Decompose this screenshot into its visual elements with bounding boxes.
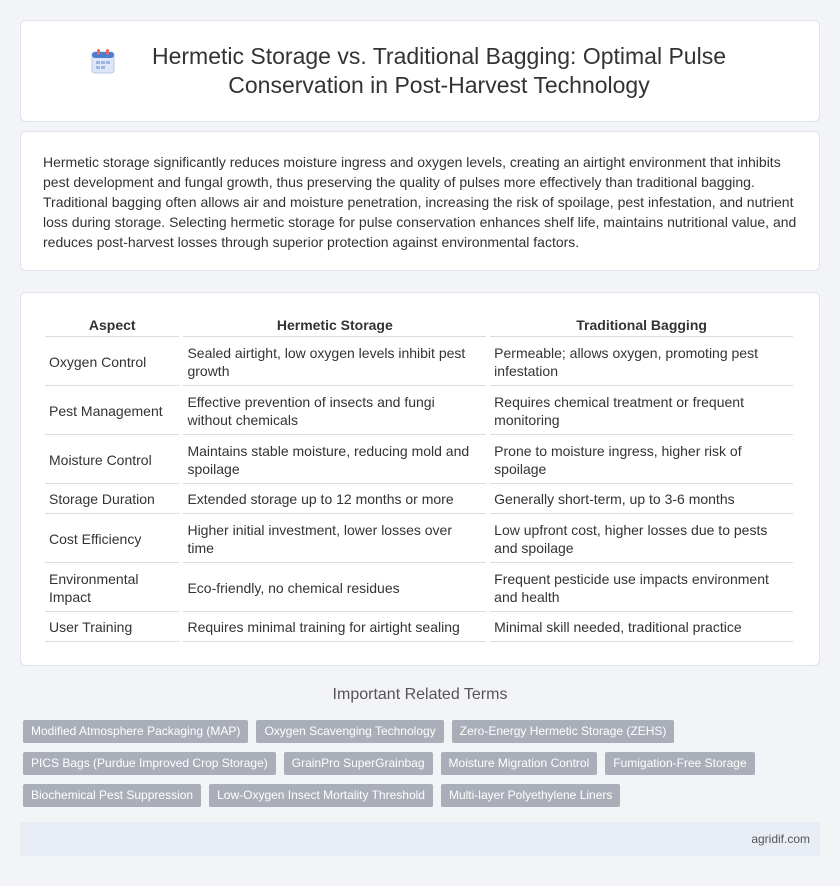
traditional-cell: Minimal skill needed, traditional practice (490, 612, 793, 642)
tag-modified-atmosphere-packaging[interactable]: Modified Atmosphere Packaging (MAP) (23, 720, 248, 743)
intro-card (20, 131, 820, 271)
header-traditional: Traditional Bagging (490, 313, 793, 337)
aspect-cell: Moisture Control (45, 435, 179, 484)
title-wrap (91, 42, 749, 100)
aspect-cell: Environmental Impact (45, 563, 179, 612)
table-row (45, 337, 793, 386)
aspect-cell: User Training (45, 612, 179, 642)
calendar-icon (91, 48, 115, 74)
hermetic-cell: Higher initial investment, lower losses over time (183, 514, 486, 563)
tag-fumigation-free-storage[interactable]: Fumigation-Free Storage (605, 752, 754, 775)
comparison-card (20, 292, 820, 666)
tag-oxygen-scavenging-technology[interactable]: Oxygen Scavenging Technology (256, 720, 443, 743)
hermetic-cell: Maintains stable moisture, reducing mold and spoilage (183, 435, 486, 484)
hermetic-cell: Effective prevention of insects and fungi without chemicals (183, 386, 486, 435)
traditional-cell: Generally short-term, up to 3-6 months (490, 484, 793, 514)
tag-multi-layer-polyethylene-liners[interactable]: Multi-layer Polyethylene Liners (441, 784, 620, 807)
table-row (45, 514, 793, 563)
aspect-cell: Storage Duration (45, 484, 179, 514)
title-card (20, 20, 820, 122)
table-row (45, 435, 793, 484)
hermetic-cell: Requires minimal training for airtight sealing (183, 612, 486, 642)
related-terms-tags (23, 720, 823, 816)
aspect-cell: Oxygen Control (45, 337, 179, 386)
table-row (45, 484, 793, 514)
comparison-table (41, 313, 797, 642)
header-hermetic: Hermetic Storage (183, 313, 486, 337)
page-title: Hermetic Storage vs. Traditional Bagging: Optimal Pulse Conservation in Post-Harvest Technology (152, 43, 726, 98)
tag-row (23, 784, 823, 807)
traditional-cell: Prone to moisture ingress, higher risk of spoilage (490, 435, 793, 484)
traditional-cell: Low upfront cost, higher losses due to pests and spoilage (490, 514, 793, 563)
related-terms-heading: Important Related Terms (332, 686, 508, 703)
footer-site-link[interactable]: agridif.com (751, 832, 810, 846)
table-row (45, 386, 793, 435)
hermetic-cell: Sealed airtight, low oxygen levels inhibit pest growth (183, 337, 486, 386)
tag-zero-energy-hermetic-storage[interactable]: Zero-Energy Hermetic Storage (ZEHS) (452, 720, 675, 743)
aspect-cell: Pest Management (45, 386, 179, 435)
header-aspect: Aspect (45, 313, 179, 337)
footer (20, 822, 820, 856)
table-row (45, 612, 793, 642)
tag-pics-bags[interactable]: PICS Bags (Purdue Improved Crop Storage) (23, 752, 276, 775)
traditional-cell: Permeable; allows oxygen, promoting pest infestation (490, 337, 793, 386)
hermetic-cell: Eco-friendly, no chemical residues (183, 563, 486, 612)
tag-row (23, 720, 823, 743)
intro-paragraph: Hermetic storage significantly reduces moisture ingress and oxygen levels, creating an airtight environment that inhibits pest development and fungal growth, thus preserving the quality of pulses more effectively than traditional bagging. Traditional bagging often allows air and moisture penetration, increasing the risk of spoilage, pest infestation, and nutrient loss during storage. Selecting hermetic storage for pulse conservation enhances shelf life, maintains nutritional value, and reduces post-harvest losses through superior protection against environmental factors. (43, 154, 797, 250)
tag-moisture-migration-control[interactable]: Moisture Migration Control (441, 752, 598, 775)
tag-biochemical-pest-suppression[interactable]: Biochemical Pest Suppression (23, 784, 201, 807)
traditional-cell: Requires chemical treatment or frequent monitoring (490, 386, 793, 435)
hermetic-cell: Extended storage up to 12 months or more (183, 484, 486, 514)
table-header-row (45, 313, 793, 337)
tag-row (23, 752, 823, 775)
tag-low-oxygen-insect-mortality[interactable]: Low-Oxygen Insect Mortality Threshold (209, 784, 433, 807)
traditional-cell: Frequent pesticide use impacts environment and health (490, 563, 793, 612)
aspect-cell: Cost Efficiency (45, 514, 179, 563)
tag-grainpro-supergrainbag[interactable]: GrainPro SuperGrainbag (284, 752, 433, 775)
table-row (45, 563, 793, 612)
